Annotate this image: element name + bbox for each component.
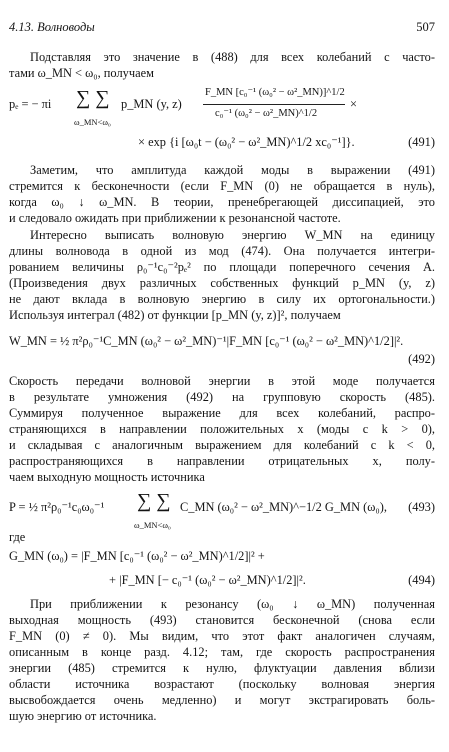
eq-rhs: C_MN (ω₀² − ω²_MN)^−1/2 G_MN (ω₀), xyxy=(180,500,387,514)
sum-subscript: ω_MN<ω₀ xyxy=(134,520,171,530)
eq-mode-function: p_MN (y, z) xyxy=(121,97,182,111)
text-line: энергии (485) стремится к нулю, флуктуации давления вблизи xyxy=(9,661,435,675)
text-line: F_MN (0) ≠ 0). Мы видим, что этот факт аналогичен случаям, xyxy=(9,629,435,643)
double-sum-symbol: ∑ ∑ xyxy=(76,87,110,109)
text-line: в результате умножения (492) на групповую скорость (485). xyxy=(9,390,435,404)
text-line: Интересно выписать волновую энергию W_MN на единицу xyxy=(30,228,435,242)
sum-subscript: ω_MN<ω₀ xyxy=(74,117,111,127)
text-line: Суммируя полученное выражение для всех колебаний, распро- xyxy=(9,406,435,420)
text-line: Скорость передачи волновой энергии в этой моде получается xyxy=(9,374,435,388)
text-line: описанным в конце разд. 4.12; там, где скорость распространения xyxy=(9,645,435,659)
equation-number: (494) xyxy=(408,573,435,587)
section-title: 4.13. Волноводы xyxy=(9,20,95,34)
eq-line-2: + |F_MN [− c₀⁻¹ (ω₀² − ω²_MN)^1/2]|². xyxy=(109,573,306,587)
text-line: (Произведения двух различных собственных функций p_MN (y, z) xyxy=(9,276,435,290)
fraction-numerator: F_MN [c₀⁻¹ (ω₀² − ω²_MN)]^1/2 xyxy=(205,87,345,98)
times-sign: × xyxy=(350,97,357,111)
eq-lhs: P = ½ π²ρ₀⁻¹c₀ω₀⁻¹ xyxy=(9,500,105,514)
text-line: чаем выходную мощность источника xyxy=(9,470,205,484)
text-line: тами ω_MN < ω₀, получаем xyxy=(9,66,154,80)
text-line: При приближении к резонансу (ω₀ ↓ ω_MN) полученная xyxy=(30,597,435,611)
text-line: не дают вклада в волновую энергию в силу их ортогональности.) xyxy=(9,292,435,306)
text-line: и следовало ожидать при приближении к резонансной частоте. xyxy=(9,211,341,225)
equation-number: (493) xyxy=(408,500,435,514)
equation-number: (492) xyxy=(408,352,435,366)
text-line: рованием величины ρ₀⁻¹c₀⁻²pₑ² по площади поперечного сечения A. xyxy=(9,260,435,274)
text-line: высвобождается очень медленно) и могут экстрагировать боль- xyxy=(9,693,435,707)
eq-lhs: pₑ = − πi xyxy=(9,97,52,111)
text-line: и складывая с аналогичным выражением для колебаний с k < 0, xyxy=(9,438,435,452)
text-line: выходная мощность (493) становится бесконечной (снова если xyxy=(9,613,435,627)
double-sum-symbol: ∑ ∑ xyxy=(137,490,171,512)
eq-exponent-line: × exp {i [ω₀t − (ω₀² − ω²_MN)^1/2 xc₀⁻¹]}. xyxy=(138,135,355,149)
fraction-bar xyxy=(203,104,345,105)
fraction-denominator: c₀⁻¹ (ω₀² − ω²_MN)^1/2 xyxy=(215,108,318,119)
text-line: Подставляя это значение в (488) для всех колебаний с часто- xyxy=(30,50,435,64)
text-line: шую энергию от источника. xyxy=(9,709,157,723)
text-line: стремится к бесконечности (если F_MN (0) не обращается в нуль), xyxy=(9,179,435,193)
eq-line-1: G_MN (ω₀) = |F_MN [c₀⁻¹ (ω₀² − ω²_MN)^1/2]|² + xyxy=(9,549,265,563)
text-line: когда ω₀ ↓ ω_MN. В теории, пренебрегающей диссипацией, это xyxy=(9,195,435,209)
where-word: где xyxy=(9,530,26,544)
text-line: Используя интеграл (482) от функции [p_MN (y, z)]², получаем xyxy=(9,308,341,322)
text-line: страняющихся в направлении положительных x (моды с k > 0), xyxy=(9,422,435,436)
text-line: Заметим, что амплитуда каждой моды в выражении (491) xyxy=(30,163,435,177)
running-header xyxy=(9,20,435,36)
text-line: распространяющихся в направлении отрицательных x, полу- xyxy=(9,454,435,468)
page-number: 507 xyxy=(416,20,435,34)
text-line: длины волновода в одной из мод (474). Она получается интегри- xyxy=(9,244,435,258)
equation-number: (491) xyxy=(408,135,435,149)
eq-body: W_MN = ½ π²ρ₀⁻¹C_MN (ω₀² − ω²_MN)⁻¹|F_MN [c₀⁻¹ (ω₀² − ω²_MN)^1/2]|². xyxy=(9,334,404,348)
text-line: области источника возрастают (поскольку волновая энергия xyxy=(9,677,435,691)
